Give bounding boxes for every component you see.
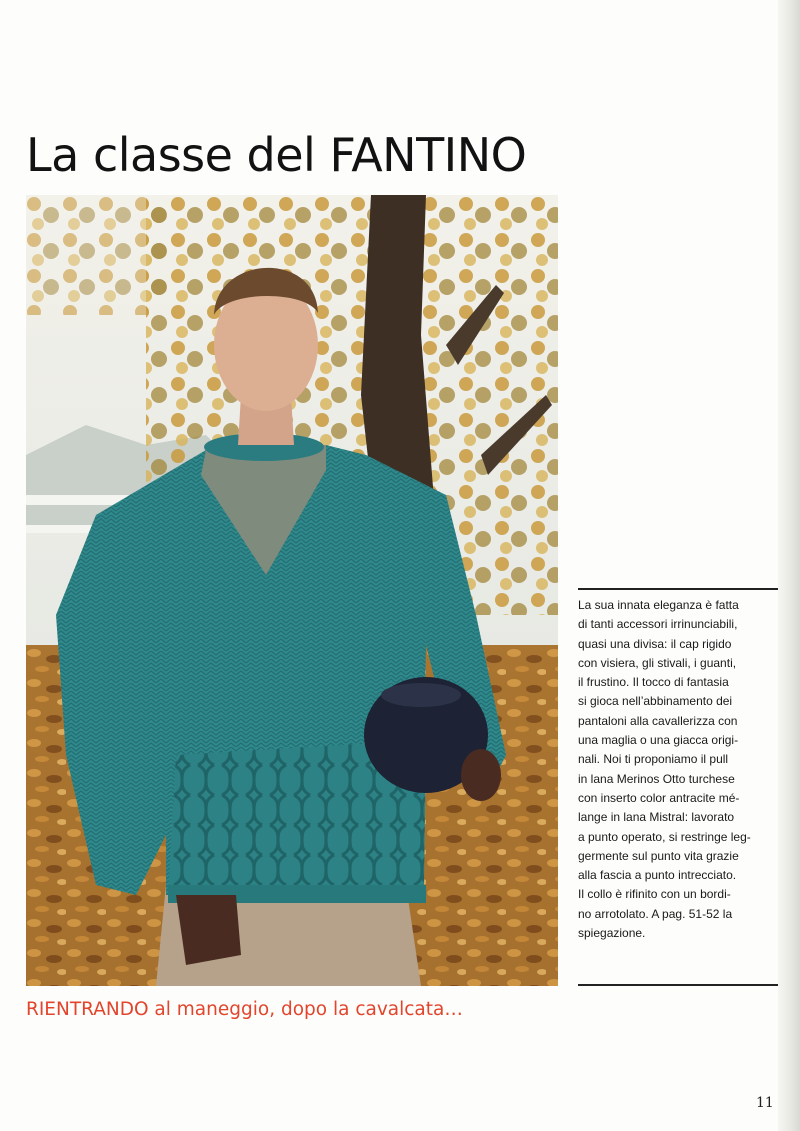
photo-caption: RIENTRANDO al maneggio, dopo la cavalcata… [26, 999, 463, 1020]
text-rule-bottom [578, 984, 778, 986]
description-text: La sua innata eleganza è fatta di tanti accessori irrinunciabili, quasi una divisa: il cap rigido con visiera, gli stivali, i guanti, il frustino. Il tocco di fantasia si gioca nell’abbinamento dei pantaloni alla cavallerizza con una maglia o una giacca origi- nali. Noi ti proponiamo il pull in lana Merinos Otto turchese con inserto color antracite mé- lange in lana Mistral: lavorato a punto operato, si restringe leg- germente sul punto vita grazie alla fascia a punto intrecciato. Il collo è rifinito con un bordi- no arrotolato. A pag. 51-52 la spiegazione. [578, 598, 751, 941]
text-rule-top [578, 588, 778, 590]
page-number: 11 [756, 1095, 774, 1111]
model-photo [26, 195, 558, 986]
scan-edge [778, 0, 800, 1131]
page-title: La classe del FANTINO [26, 128, 527, 182]
